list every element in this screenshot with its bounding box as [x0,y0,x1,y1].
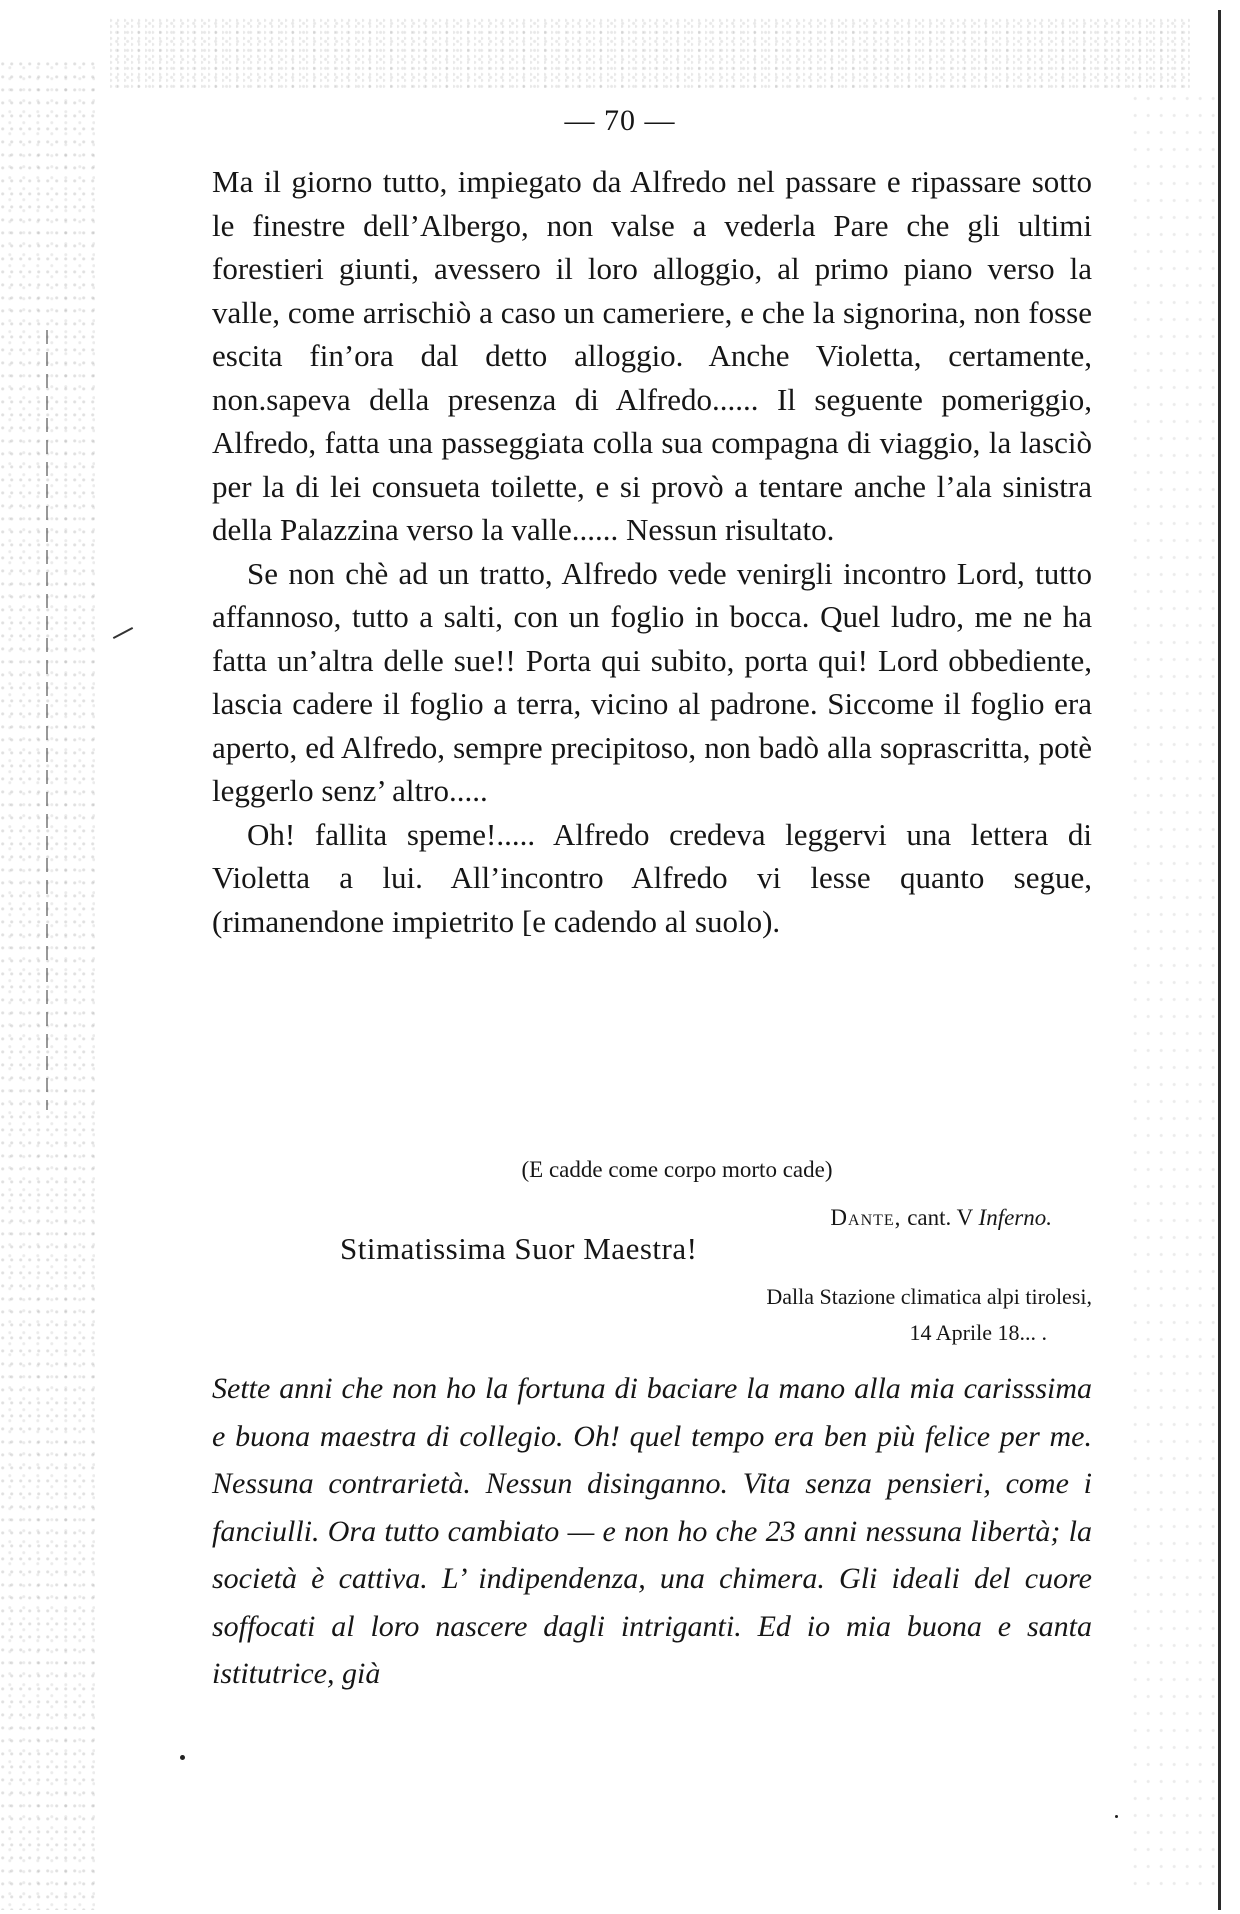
paragraph: Oh! fallita speme!..... Alfredo credeva leggervi una lettera di Violetta a lui. All’incontro Alfredo vi lesse quanto segue, (rimanendone impietrito [e cadendo al suolo). [212,816,1092,939]
letter-dateline [212,1279,1092,1351]
letter-paragraph: Sette anni che non ho la fortuna di baciare la mano alla mia carisssima e buona maestra di collegio. Oh! quel tempo era ben più felice per me. Nessuna contrarietà. Nessun disinganno. Vita senza pensieri, come i fanciulli. Ora tutto cambiato — e non ho che 23 anni nessuna libertà; la società è cattiva. L’ indipendenza, una chimera. Gli ideali del cuore soffocati al loro nascere dagli intriganti. Ed io mia buona e santa istitutrice, già [212,1372,1092,1690]
binding-gutter-mark [46,330,48,1110]
ink-dot [180,1755,185,1760]
epigraph-reference: cant. V [907,1205,973,1230]
page-edge-shadow [1218,10,1221,1910]
stray-pen-mark [113,627,133,639]
scan-noise-right-margin [1130,90,1215,1890]
epigraph [212,1155,1092,1233]
letter-salutation: Stimatissima Suor Maestra! [340,1231,698,1266]
epigraph-work: Inferno. [978,1205,1052,1230]
body-text [212,160,1092,943]
scan-noise-top [110,18,1190,88]
letter-place: Dalla Stazione climatica alpi tirolesi, [766,1284,1092,1309]
epigraph-author: Dante, [830,1205,902,1230]
ink-dot [1115,1815,1118,1818]
page-number: — 70 — [564,104,676,137]
paragraph: Ma il giorno tutto, impiegato da Alfredo nel passare e ripassare sotto le finestre dell’Albergo, non valse a vederla Pare che gli ultimi forestieri giunti, avessero il loro alloggio, al primo piano verso la valle, come arrischiò a caso un cameriere, e che la signorina, non fosse escita fin’ora dal detto alloggio. Anche Violetta, certamente, non.sapeva della presenza di Alfredo...... Il seguente pomeriggio, Alfredo, fatta una passeggiata colla sua compagna di viaggio, la lasciò per la di lei consueta toilette, e si provò a tentare anche l’ala sinistra della Palazzina verso la valle...... Nessun risultato. [212,164,1092,547]
letter-date: 14 Aprile 18... . [909,1320,1047,1345]
epigraph-source [212,1203,1092,1233]
letter-body [212,1365,1092,1698]
epigraph-quote: (E cadde come corpo morto cade) [521,1157,833,1182]
paragraph: Se non chè ad un tratto, Alfredo vede venirgli incontro Lord, tutto affannoso, tutto a salti, con un foglio in bocca. Quel ludro, me ne ha fatta un’altra delle sue!! Porta qui subito, porta qui! Lord obbediente, lascia cadere il foglio a terra, vicino al padrone. Siccome il foglio era aperto, ed Alfredo, sempre precipitoso, non badò alla soprascritta, potè leggerlo senz’ altro..... [212,555,1092,808]
